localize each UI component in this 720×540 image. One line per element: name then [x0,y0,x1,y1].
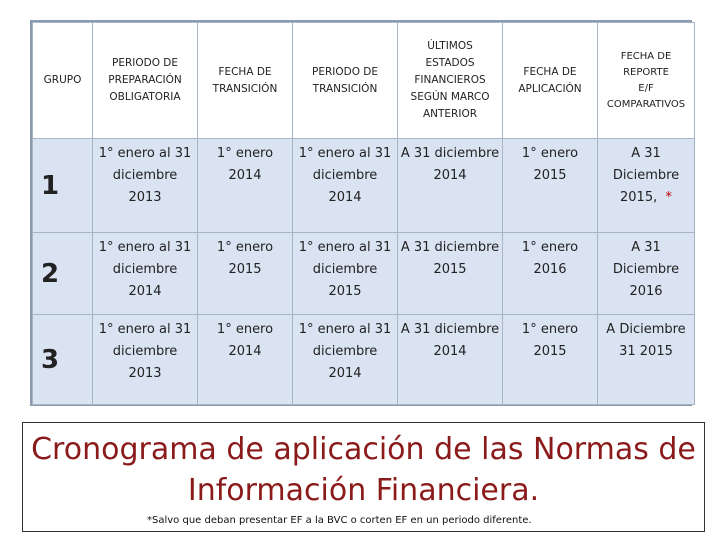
footnote: *Salvo que deban presentar EF a la BVC o corten EF en un periodo diferente. [147,515,532,526]
header-periodo-preparacion: PERIODO DE PREPARACIÓN OBLIGATORIA [93,23,198,139]
header-grupo: GRUPO [33,23,93,139]
cell-fecha-reporte: A Diciembre 31 2015 [598,315,695,405]
table-row [33,139,695,233]
cell-fecha-aplicacion: 1° enero 2015 [503,139,598,233]
header-row [33,23,695,139]
cell-fecha-aplicacion: 1° enero 2016 [503,233,598,315]
cell-ultimos-estados: A 31 diciembre 2014 [398,315,503,405]
cell-fecha-aplicacion: 1° enero 2015 [503,315,598,405]
cell-periodo-preparacion: 1° enero al 31 diciembre 2013 [93,315,198,405]
cell-periodo-transicion: 1° enero al 31 diciembre 2014 [293,315,398,405]
cell-fecha-transicion: 1° enero 2014 [198,139,293,233]
cell-grupo: 3 [33,315,93,405]
cell-periodo-preparacion: 1° enero al 31 diciembre 2014 [93,233,198,315]
cell-fecha-reporte: A 31 Diciembre 2015, * [598,139,695,233]
header-ultimos-estados: ÚLTIMOS ESTADOS FINANCIEROS SEGÚN MARCO ANTERIOR [398,23,503,139]
cell-periodo-transicion: 1° enero al 31 diciembre 2015 [293,233,398,315]
cell-ultimos-estados: A 31 diciembre 2014 [398,139,503,233]
header-periodo-transicion: PERIODO DE TRANSICIÓN [293,23,398,139]
cell-fecha-transicion: 1° enero 2014 [198,315,293,405]
cell-fecha-reporte: A 31 Diciembre 2016 [598,233,695,315]
schedule-table-wrapper [30,20,692,406]
schedule-table [32,22,695,405]
cell-periodo-transicion: 1° enero al 31 diciembre 2014 [293,139,398,233]
table-row [33,315,695,405]
cell-periodo-preparacion: 1° enero al 31 diciembre 2013 [93,139,198,233]
cell-grupo: 2 [33,233,93,315]
table-row [33,233,695,315]
cell-ultimos-estados: A 31 diciembre 2015 [398,233,503,315]
header-fecha-aplicacion: FECHA DE APLICACIÓN [503,23,598,139]
slide-title: Cronograma de aplicación de las Normas de Información Financiera. [31,432,696,508]
title-box [22,422,705,532]
cell-fecha-transicion: 1° enero 2015 [198,233,293,315]
cell-grupo: 1 [33,139,93,233]
footnote-star: * [665,190,672,205]
header-fecha-reporte: FECHA DE REPORTE E/F COMPARATIVOS [598,23,695,139]
header-fecha-transicion: FECHA DE TRANSICIÓN [198,23,293,139]
